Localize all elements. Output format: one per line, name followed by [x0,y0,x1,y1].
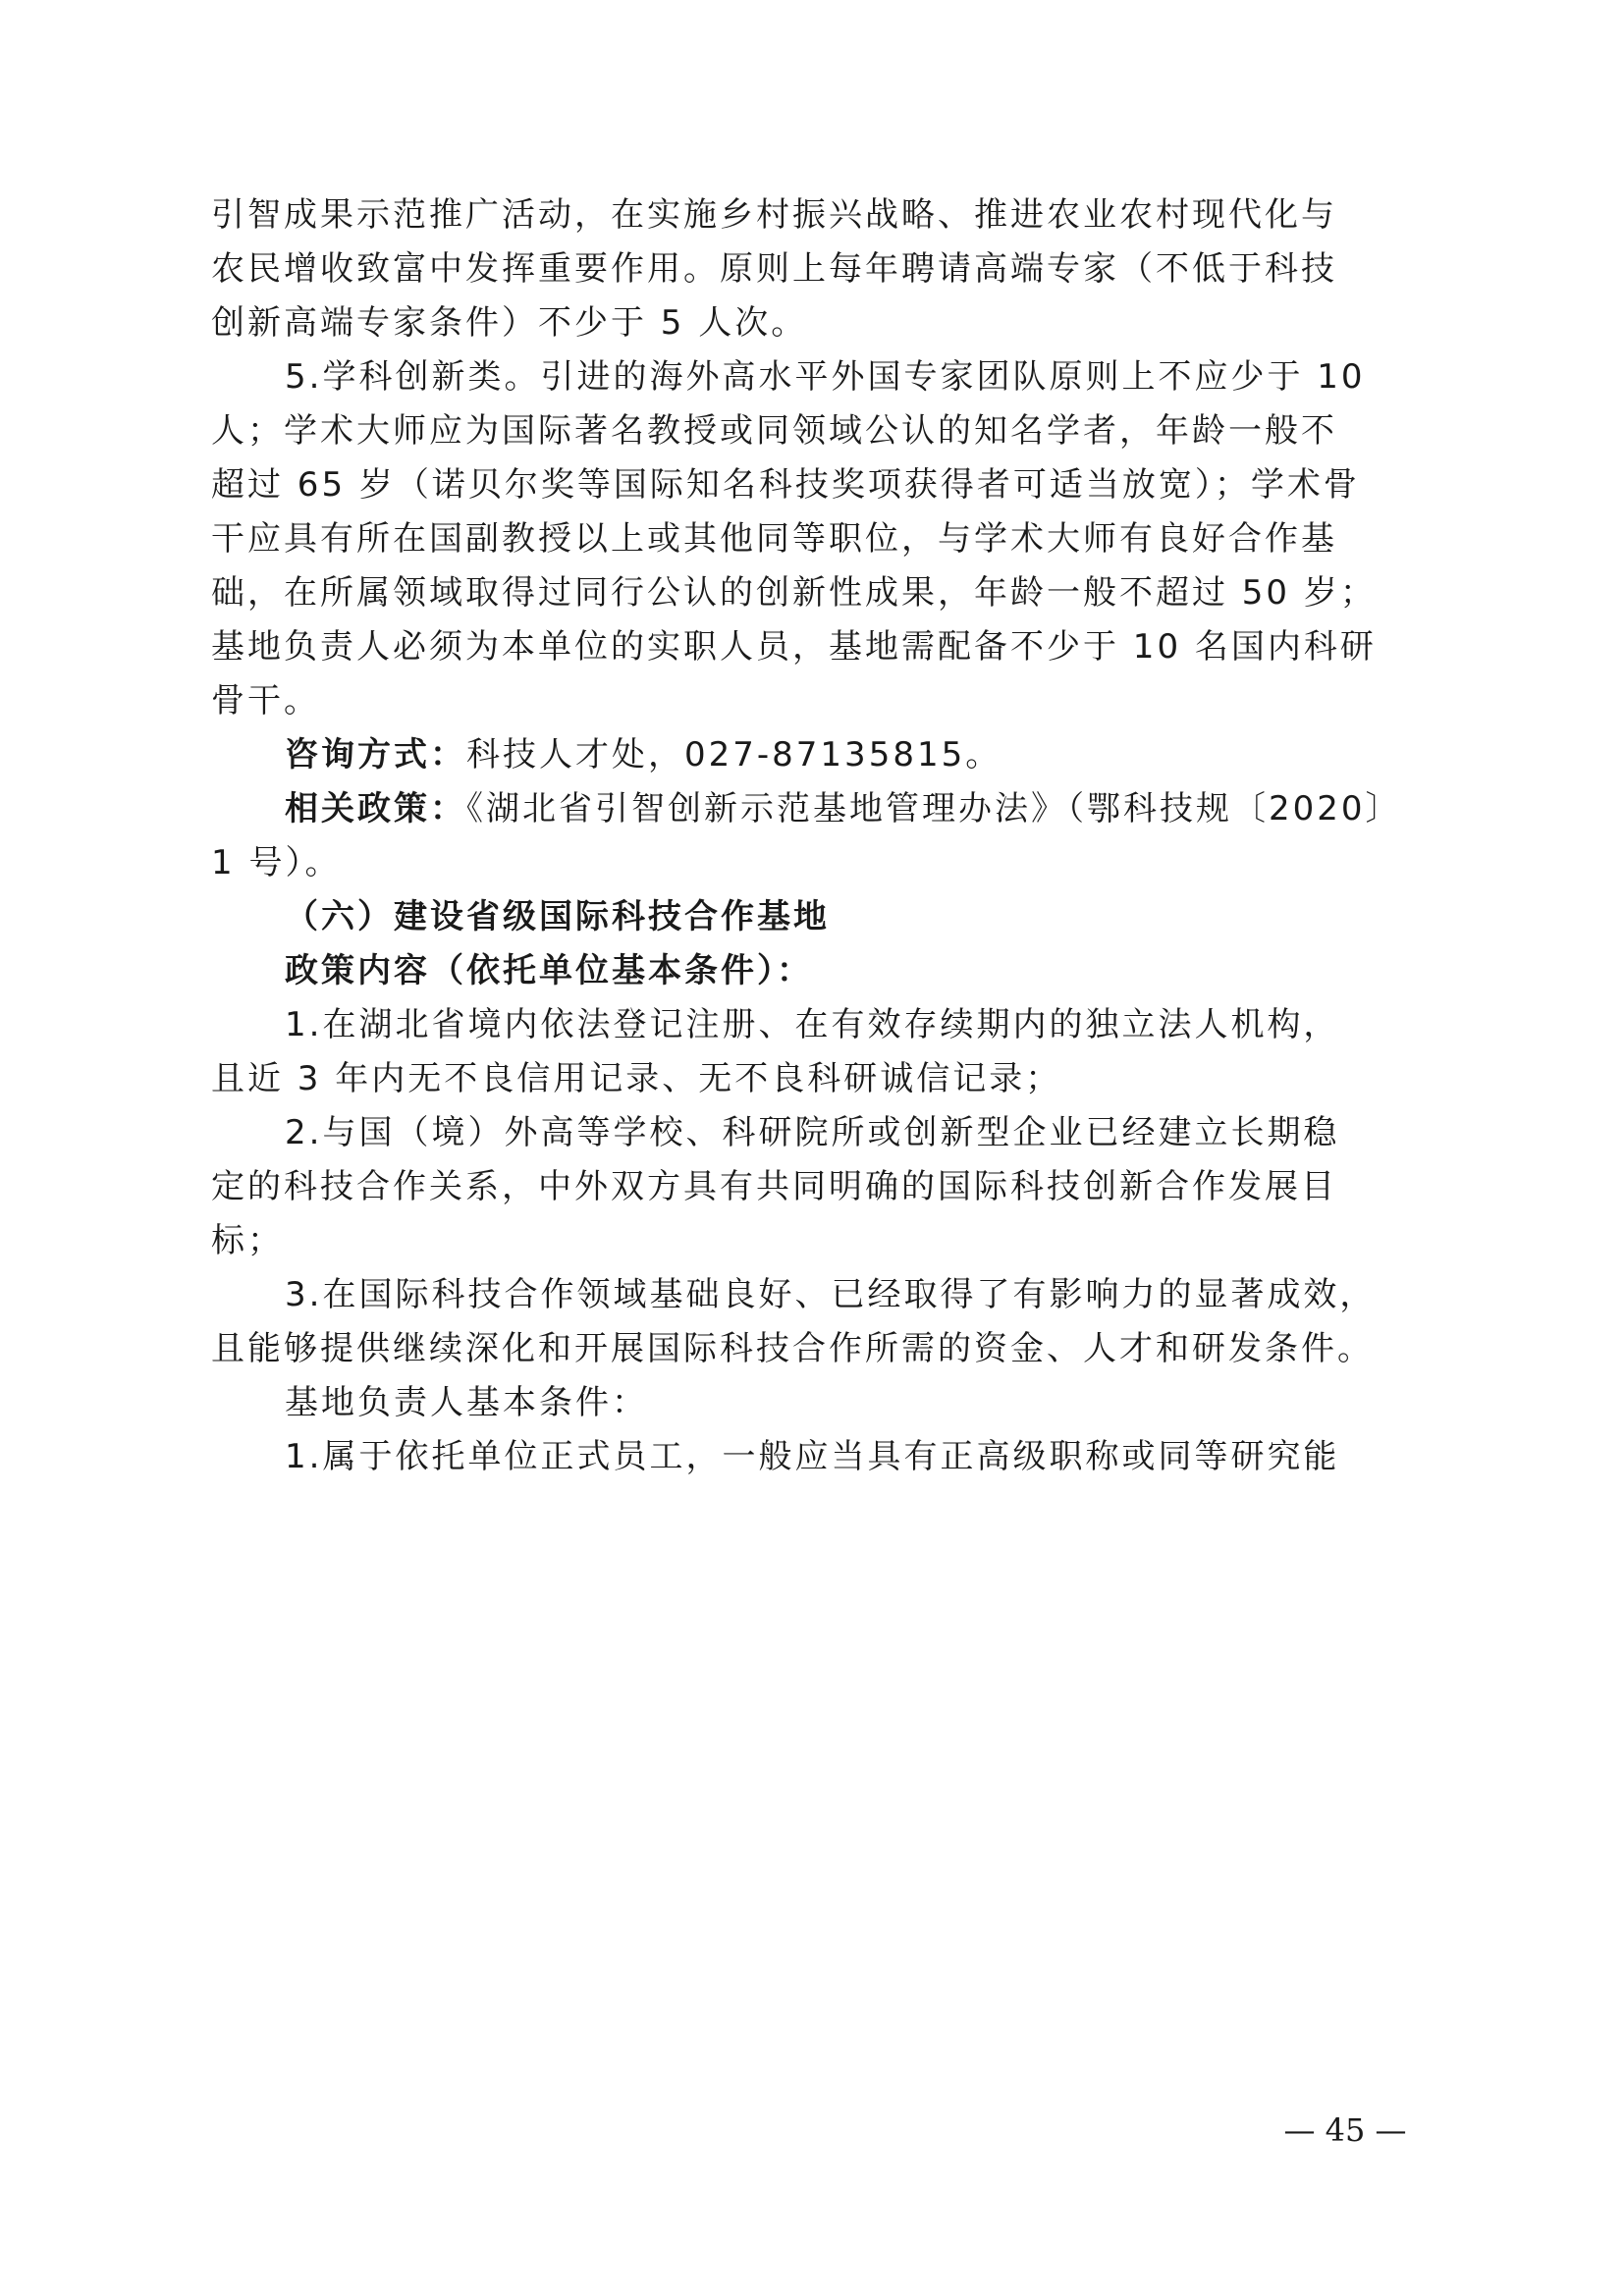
body-text-line: 创新高端专家条件）不少于 5 人次。 [211,303,808,343]
body-text-line: 骨干。 [211,681,320,721]
body-text-line: 基地负责人必须为本单位的实职人员，基地需配备不少于 10 名国内科研 [211,627,1377,667]
leader-condition-line: 1.属于依托单位正式员工，一般应当具有正高级职称或同等研究能 [285,1437,1340,1476]
policy-line [285,785,1419,832]
condition-line: 定的科技合作关系，中外双方具有共同明确的国际科技创新合作发展目 [211,1167,1337,1206]
condition-line: 标； [211,1221,284,1260]
body-text-line: 引智成果示范推广活动，在实施乡村振兴战略、推进农业农村现代化与 [211,195,1337,235]
contact-value: 科技人才处，027-87135815。 [466,735,1002,774]
leader-heading: 基地负责人基本条件： [285,1383,648,1422]
body-text-line: 5.学科创新类。引进的海外高水平外国专家团队原则上不应少于 10 [285,357,1366,397]
policy-label: 相关政策： [285,789,466,828]
condition-line: 1.在湖北省境内依法登记注册、在有效存续期内的独立法人机构， [285,1005,1340,1044]
body-text-line: 人；学术大师应为国际著名教授或同领域公认的知名学者，年龄一般不 [211,411,1337,451]
body-text-line: 干应具有所在国副教授以上或其他同等职位，与学术大师有良好合作基 [211,519,1337,559]
contact-line [285,731,1419,778]
policy-value: 《湖北省引智创新示范基地管理办法》（鄂科技规〔2020〕 [466,789,1402,828]
body-text-line: 超过 65 岁（诺贝尔奖等国际知名科技奖项获得者可适当放宽）；学术骨 [211,465,1360,505]
policy-line-continued: 1 号）。 [211,843,342,882]
body-text-line: 础，在所属领域取得过同行公认的创新性成果，年龄一般不超过 50 岁； [211,573,1377,613]
condition-line: 3.在国际科技合作领域基础良好、已经取得了有影响力的显著成效， [285,1275,1377,1314]
page-number: — 45 — [1283,2111,1407,2149]
condition-line: 2.与国（境）外高等学校、科研院所或创新型企业已经建立长期稳 [285,1113,1340,1152]
section-title: （六）建设省级国际科技合作基地 [285,897,830,936]
contact-label: 咨询方式： [285,735,466,774]
body-text-line: 农民增收致富中发挥重要作用。原则上每年聘请高端专家（不低于科技 [211,249,1337,289]
condition-line: 且能够提供继续深化和开展国际科技合作所需的资金、人才和研发条件。 [211,1329,1374,1368]
condition-line: 且近 3 年内无不良信用记录、无不良科研诚信记录； [211,1059,1062,1098]
policy-content-heading: 政策内容（依托单位基本条件）： [285,951,813,990]
